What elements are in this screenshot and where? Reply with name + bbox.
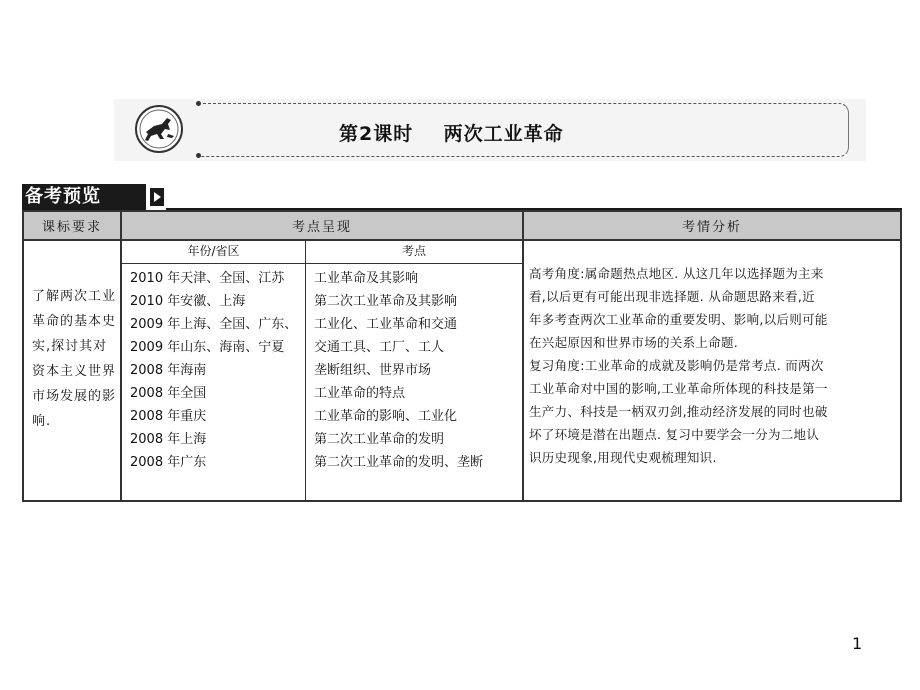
banner-dot — [196, 101, 201, 106]
analysis-text — [529, 262, 897, 469]
list-item: 2008 年重庆 — [130, 409, 207, 424]
list-item: 第二次工业革命的发明 — [314, 432, 445, 447]
list-item: 垄断组织、世界市场 — [314, 363, 432, 378]
lesson-title: 第2课时 两次工业革命 — [339, 123, 564, 145]
section-label: 备考预览 — [22, 184, 146, 210]
list-item: 第二次工业革命的发明、垄断 — [314, 455, 484, 470]
analysis-line: 坏了环境是潜在出题点. 复习中要学会一分为二地认 — [529, 427, 820, 442]
section-header — [22, 184, 902, 210]
analysis-line: 工业革命对中国的影响,工业革命所体现的科技是第一 — [529, 381, 828, 396]
list-item: 交通工具、工厂、工人 — [314, 340, 445, 355]
list-item: 2010 年天津、全国、江苏 — [130, 271, 285, 286]
list-item: 2008 年上海 — [130, 432, 207, 447]
list-item: 工业革命的特点 — [314, 386, 406, 401]
list-item: 2009 年山东、海南、宁夏 — [130, 340, 285, 355]
analysis-line: 识历史现象,用现代史观梳理知识. — [529, 450, 717, 465]
exam-preview-table — [22, 210, 902, 502]
requirement-text: 了解两次工业革命的基本史实,探讨其对资本主义世界市场发展的影响. — [32, 289, 117, 429]
page-number: 1 — [852, 634, 863, 653]
list-item: 2008 年全国 — [130, 386, 207, 401]
header-points: 考点呈现 — [291, 220, 352, 235]
topic-list — [314, 267, 483, 474]
title-banner — [114, 99, 866, 161]
analysis-line: 高考角度:属命题热点地区. 从这几年以选择题为主来 — [529, 266, 824, 281]
galloping-horse-logo-icon — [134, 104, 184, 154]
year-region-list — [130, 267, 297, 474]
list-item: 2008 年广东 — [130, 455, 207, 470]
play-arrow-icon — [150, 188, 164, 206]
subheader-divider — [122, 263, 522, 264]
analysis-line: 复习角度:工业革命的成就及影响仍是常考点. 而两次 — [529, 358, 824, 373]
subheader-topic: 考点 — [401, 244, 426, 258]
column-divider — [305, 239, 306, 500]
analysis-line: 在兴起原因和世界市场的关系上命题. — [529, 335, 739, 350]
banner-dot — [196, 153, 201, 158]
analysis-line: 看,以后更有可能出现非选择题. 从命题思路来看,近 — [529, 289, 815, 304]
header-requirement: 课标要求 — [41, 220, 102, 235]
subheader-year-region: 年份/省区 — [187, 244, 240, 258]
analysis-line: 年多考查两次工业革命的重要发明、影响,以后则可能 — [529, 312, 828, 327]
list-item: 第二次工业革命及其影响 — [314, 294, 458, 309]
list-item: 工业化、工业革命和交通 — [314, 317, 458, 332]
list-item: 2010 年安徽、上海 — [130, 294, 246, 309]
list-item: 2009 年上海、全国、广东、 — [130, 317, 298, 332]
list-item: 工业革命及其影响 — [314, 271, 419, 286]
analysis-line: 生产力、科技是一柄双刃剑,推动经济发展的同时也破 — [529, 404, 828, 419]
list-item: 2008 年海南 — [130, 363, 207, 378]
list-item: 工业革命的影响、工业化 — [314, 409, 458, 424]
header-analysis: 考情分析 — [681, 220, 742, 235]
column-divider — [522, 212, 524, 500]
